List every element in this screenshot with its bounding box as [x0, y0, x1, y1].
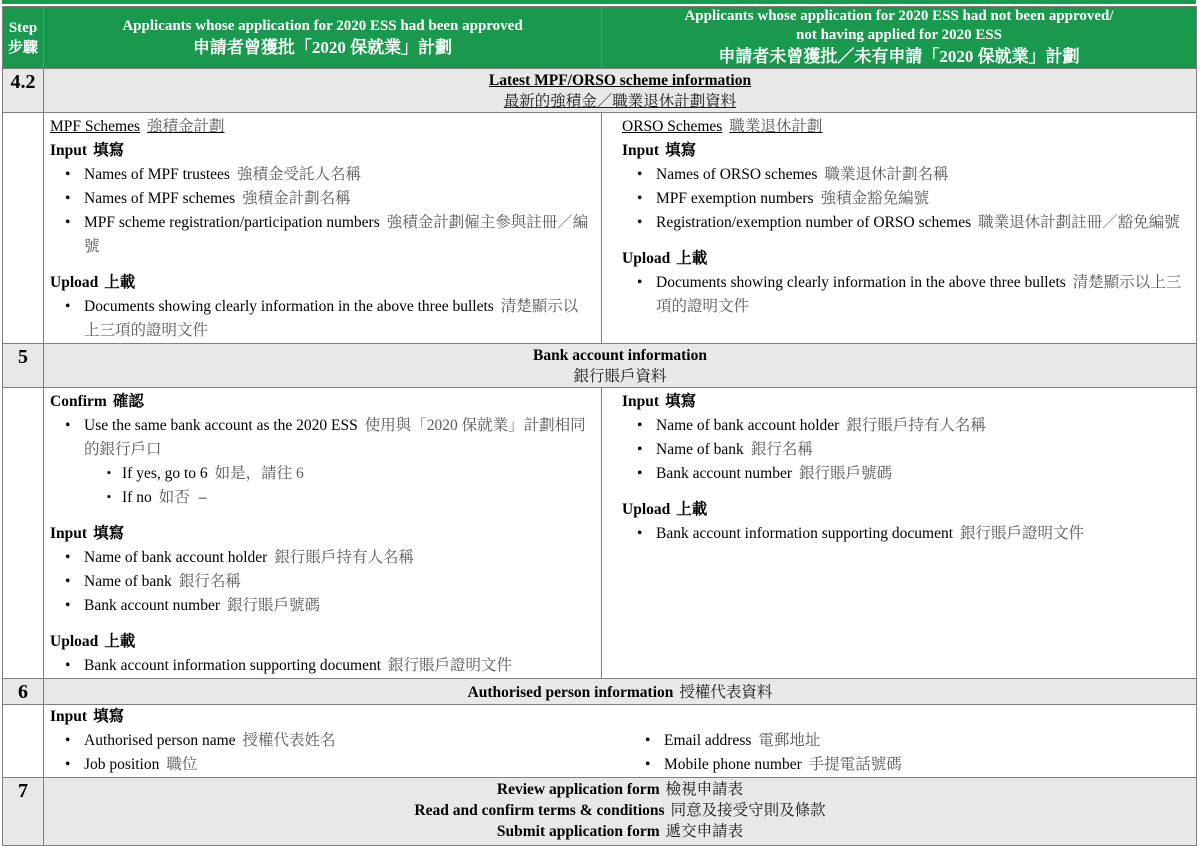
step-5-title-zh: 銀行賬戶資料: [573, 368, 667, 385]
step-5-title-en: Bank account information: [533, 347, 707, 364]
upload-heading: [622, 247, 1186, 271]
item-en: MPF scheme registration/participation numbers: [84, 214, 380, 231]
step-7-line: [44, 821, 1196, 842]
step-5-title-cell: [44, 344, 1197, 388]
item-en: Mobile phone number: [664, 756, 802, 773]
item-zh: 銀行賬戶持有人名稱: [846, 417, 986, 434]
mpf-schemes-heading-zh: 強積金計劃: [147, 118, 225, 135]
header-step-en: Step: [8, 19, 38, 36]
input-label-zh: 填寫: [93, 142, 125, 159]
step-6-title-en: Authorised person information: [467, 684, 674, 701]
input-heading: [622, 139, 1186, 163]
upload-heading: [622, 498, 1186, 522]
step-6-title-zh: 授權代表資料: [679, 684, 773, 701]
orso-schemes-cell: [602, 113, 1197, 344]
header-not-approved-column: [602, 7, 1197, 69]
step-7-line: [44, 800, 1196, 821]
step-7-line-zh: 同意及接受守則及條款: [670, 802, 826, 819]
orso-schemes-heading-zh: 職業退休計劃: [729, 118, 823, 135]
list-item: [50, 654, 591, 678]
step-7-line-zh: 遞交申請表: [665, 823, 744, 840]
step-7-line: [44, 779, 1196, 800]
list-item: [622, 163, 1186, 187]
item-en: Name of bank: [656, 441, 744, 458]
authorised-person-right: [610, 729, 1186, 777]
item-en: Bank account information supporting document: [656, 525, 954, 542]
item-zh: 職位: [166, 756, 198, 773]
list-item: [50, 570, 591, 594]
step-7-line-zh: 檢視申請表: [665, 781, 744, 798]
upload-heading: [50, 271, 591, 295]
item-zh: 銀行賬戶證明文件: [960, 525, 1085, 542]
item-en: If no: [122, 489, 152, 506]
step-cell-empty: [3, 705, 44, 778]
header-approved-column: [44, 7, 602, 69]
list-item: [50, 753, 610, 777]
table-header-row: [3, 7, 1197, 69]
step-7-title-cell: [44, 778, 1197, 846]
step-6-title-cell: [44, 679, 1197, 705]
item-en: Use the same bank account as the 2020 ESS: [84, 417, 358, 434]
list-item: [50, 546, 591, 570]
row-step-5-title: [3, 344, 1197, 388]
upload-label-zh: 上載: [676, 501, 708, 518]
header-approved-en: Applicants whose application for 2020 ESS had been approved: [122, 17, 523, 34]
ess-application-steps-table: [2, 6, 1197, 846]
upload-label-zh: 上載: [104, 274, 136, 291]
list-item: [50, 295, 591, 343]
item-zh: 強積金計劃名稱: [242, 190, 351, 207]
item-en: Name of bank account holder: [656, 417, 840, 434]
list-item: [50, 211, 591, 259]
input-label-en: Input: [50, 142, 88, 159]
step-7-line-en: Submit application form: [496, 823, 660, 840]
header-not-approved-en2: not having applied for 2020 ESS: [795, 27, 1003, 43]
row-step-6-content: [3, 705, 1197, 778]
item-en: Names of ORSO schemes: [656, 166, 818, 183]
input-label-en: Input: [622, 393, 660, 410]
step-7-line-en: Read and confirm terms & conditions: [414, 802, 665, 819]
step-7-line-en: Review application form: [496, 781, 660, 798]
list-item: [630, 753, 1186, 777]
item-zh: 如否: [158, 489, 190, 506]
item-zh: 銀行賬戶號碼: [227, 597, 321, 614]
step-cell-empty: [3, 388, 44, 679]
item-zh: 清楚顯示以上三項的證明文件: [656, 274, 1182, 315]
confirm-heading: [50, 390, 591, 414]
sub-list-item: [50, 462, 591, 486]
upload-label-en: Upload: [50, 633, 99, 650]
authorised-person-columns: [50, 705, 1186, 777]
item-zh: 使用與「2020 保就業」計劃相同的銀行戶口: [84, 417, 586, 458]
input-label-zh: 填寫: [665, 142, 697, 159]
item-en: Registration/exemption number of ORSO schemes: [656, 214, 972, 231]
item-zh: 電郵地址: [758, 732, 821, 749]
item-zh: 手提電話號碼: [808, 756, 902, 773]
list-item: [622, 187, 1186, 211]
input-label-en: Input: [50, 525, 88, 542]
item-en: Names of MPF schemes: [84, 190, 236, 207]
item-zh: 職業退休計劃註冊／豁免編號: [978, 214, 1180, 231]
input-label-zh: 填寫: [665, 393, 697, 410]
item-en: Name of bank account holder: [84, 549, 268, 566]
list-item: [50, 729, 610, 753]
row-step-5-content: [3, 388, 1197, 679]
bank-input-cell: [602, 388, 1197, 679]
list-item: [50, 414, 591, 462]
input-heading: [50, 705, 610, 729]
item-zh: 銀行賬戶證明文件: [388, 657, 513, 674]
item-zh: 銀行名稱: [750, 441, 813, 458]
list-item: [622, 522, 1186, 546]
item-en: If yes, go to 6: [122, 465, 208, 482]
item-zh: 銀行賬戶號碼: [799, 465, 893, 482]
confirm-label-zh: 確認: [112, 393, 144, 410]
item-zh: 如是，請往 6: [214, 465, 304, 482]
item-zh: 銀行名稱: [178, 573, 241, 590]
upload-label-en: Upload: [50, 274, 99, 291]
authorised-person-cell: [44, 705, 1197, 778]
item-en: MPF exemption numbers: [656, 190, 814, 207]
input-label-en: Input: [50, 708, 88, 725]
header-not-approved-zh: 申請者未曾獲批／未有申請「2020 保就業」計劃: [718, 47, 1080, 66]
confirm-label-en: Confirm: [50, 393, 107, 410]
item-zh: 強積金豁免編號: [820, 190, 930, 207]
item-zh: 清楚顯示以上三項的證明文件: [84, 298, 579, 339]
list-item: [622, 271, 1186, 319]
mpf-schemes-heading: [50, 115, 591, 139]
header-not-approved-en1: Applicants whose application for 2020 ESS had not been approved/: [684, 8, 1114, 24]
item-zh: 銀行賬戶持有人名稱: [274, 549, 414, 566]
item-zh: 職業退休計劃名稱: [824, 166, 949, 183]
input-label-zh: 填寫: [93, 708, 125, 725]
upload-heading: [50, 630, 591, 654]
list-item: [50, 187, 591, 211]
step-number-4-2: 4.2: [3, 69, 44, 113]
item-dash: –: [198, 489, 207, 506]
mpf-schemes-cell: [44, 113, 602, 344]
item-en: Job position: [84, 756, 160, 773]
item-en: Names of MPF trustees: [84, 166, 230, 183]
sub-list-item: [50, 486, 591, 510]
row-step-6-title: [3, 679, 1197, 705]
input-heading: [50, 522, 591, 546]
item-zh: 授權代表姓名: [242, 732, 336, 749]
input-heading: [50, 139, 591, 163]
step-number-7: 7: [3, 778, 44, 846]
item-en: Documents showing clearly information in the above three bullets: [84, 298, 494, 315]
item-en: Email address: [664, 732, 752, 749]
step-4-2-title-zh: 最新的強積金／職業退休計劃資料: [503, 93, 737, 110]
item-zh: 強積金受託人名稱: [236, 166, 361, 183]
input-label-zh: 填寫: [93, 525, 125, 542]
upload-label-zh: 上載: [676, 250, 708, 267]
orso-schemes-heading: [622, 115, 1186, 139]
header-approved-zh: 申請者曾獲批「2020 保就業」計劃: [192, 37, 453, 57]
list-item: [622, 211, 1186, 235]
item-en: Authorised person name: [84, 732, 236, 749]
row-step-7: [3, 778, 1197, 846]
orso-schemes-heading-en: ORSO Schemes: [622, 118, 723, 135]
step-cell-empty: [3, 113, 44, 344]
list-item: [50, 163, 591, 187]
input-label-en: Input: [622, 142, 660, 159]
authorised-person-left: [50, 705, 610, 777]
list-item: [622, 462, 1186, 486]
upload-label-en: Upload: [622, 501, 671, 518]
input-heading: [622, 390, 1186, 414]
row-step-4-2-title: [3, 69, 1197, 113]
list-item: [630, 729, 1186, 753]
step-4-2-title-en: Latest MPF/ORSO scheme information: [488, 72, 752, 89]
step-number-6: 6: [3, 679, 44, 705]
upload-label-zh: 上載: [104, 633, 136, 650]
list-item: [622, 414, 1186, 438]
item-en: Bank account information supporting document: [84, 657, 382, 674]
row-step-4-2-content: [3, 113, 1197, 344]
list-item: [622, 438, 1186, 462]
step-number-5: 5: [3, 344, 44, 388]
header-step-zh: 步驟: [7, 39, 38, 56]
item-en: Bank account number: [84, 597, 221, 614]
item-en: Name of bank: [84, 573, 172, 590]
mpf-schemes-heading-en: MPF Schemes: [50, 118, 140, 135]
top-green-strip: [2, 0, 1196, 4]
item-en: Bank account number: [656, 465, 793, 482]
item-en: Documents showing clearly information in the above three bullets: [656, 274, 1066, 291]
item-zh: 強積金計劃僱主參與註冊／編號: [84, 214, 589, 255]
upload-label-en: Upload: [622, 250, 671, 267]
header-step-column: [3, 7, 44, 69]
bank-confirm-cell: [44, 388, 602, 679]
step-4-2-title-cell: [44, 69, 1197, 113]
list-item: [50, 594, 591, 618]
